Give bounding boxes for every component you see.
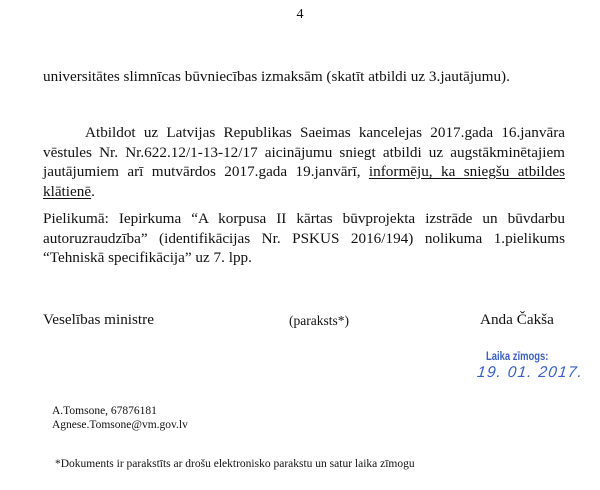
signature-mark: (paraksts*) bbox=[289, 313, 349, 328]
footnote: *Dokuments ir parakstīts ar drošu elektronisko parakstu un satur laika zīmogu bbox=[55, 458, 415, 470]
signer-name: Anda Čakša bbox=[480, 311, 554, 328]
attachment-paragraph: Pielikumā: Iepirkuma “A korpusa II kārtas būvprojekta izstrāde un būvdarbu autoruzraudzība” (identifikācijas Nr. PSKUS 2016/194) nolikuma 1.pielikums “Tehniskā specifikācija” uz 7. lpp. bbox=[43, 210, 565, 266]
page-number: 4 bbox=[296, 7, 304, 22]
reply-underlined-statement: informēju, ka sniegšu atbildes klātienē bbox=[43, 163, 565, 200]
contact-email: Agnese.Tomsone@vm.gov.lv bbox=[52, 419, 188, 431]
timestamp-title: Laika zīmogs: bbox=[486, 351, 549, 363]
reply-paragraph-tail: . bbox=[91, 182, 95, 200]
signer-position: Veselības ministre bbox=[43, 311, 154, 328]
timestamp-date: 19. 01. 2017. bbox=[476, 364, 585, 381]
lead-paragraph-line: universitātes slimnīcas būvniecības izmaksām (skatīt atbildi uz 3.jautājumu). bbox=[43, 68, 510, 85]
contact-name-phone: A.Tomsone, 67876181 bbox=[52, 405, 157, 417]
reply-paragraph bbox=[43, 123, 565, 201]
reply-paragraph-text: Atbildot uz Latvijas Republikas Saeimas kancelejas 2017.gada 16.janvāra vēstules Nr. Nr.622.12/1-13-12/17 aicinājumu sniegt atbildi uz augstākminētajiem jautājumiem arī mutvārdos 2017.gada 19.janvārī, bbox=[43, 124, 565, 180]
